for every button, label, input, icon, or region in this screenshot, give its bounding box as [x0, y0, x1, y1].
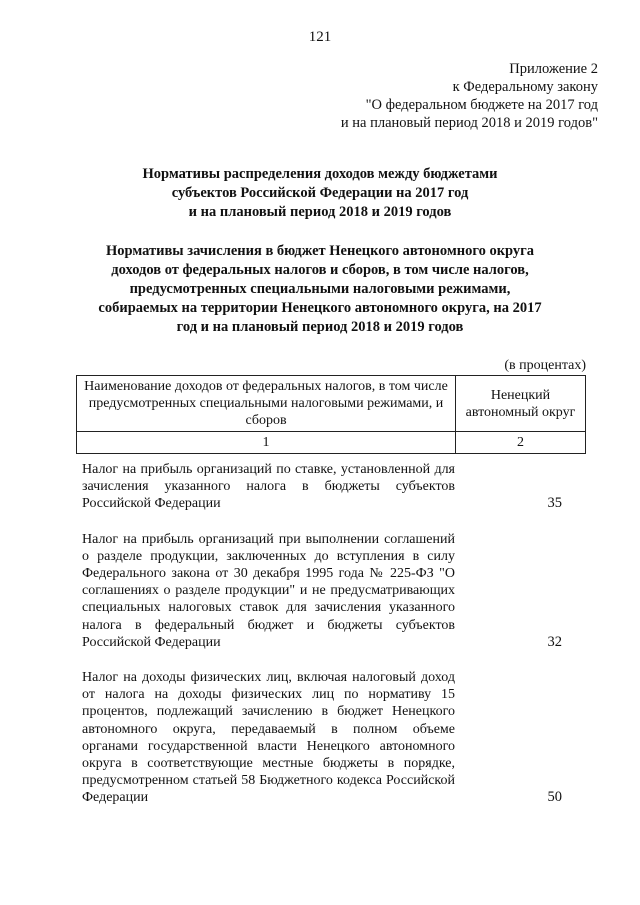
subtitle-line: собираемых на территории Ненецкого автономного округа, на 2017 [98, 300, 542, 316]
units-label: (в процентах) [504, 358, 586, 373]
revenue-percent: 50 [547, 789, 562, 806]
title-line: и на плановый период 2018 и 2019 годов [188, 204, 452, 220]
title-line: Нормативы распределения доходов между бюджетами [142, 166, 498, 182]
revenue-percent: 35 [547, 495, 562, 512]
revenue-name: Налог на прибыль организаций по ставке, установленной для зачисления указанного налога в бюджеты субъектов Российской Федерации [82, 462, 455, 512]
appendix-line: "О федеральном бюджете на 2017 год [365, 97, 598, 113]
table-row [82, 669, 582, 807]
subtitle-line: доходов от федеральных налогов и сборов, в том числе налогов, [111, 262, 529, 278]
appendix-line: к Федеральному закону [452, 79, 598, 95]
title-line: субъектов Российской Федерации на 2017 год [171, 185, 469, 201]
column-number: 1 [77, 432, 456, 454]
subtitle-line: предусмотренных специальными налоговыми режимами, [129, 281, 511, 297]
appendix-reference [341, 60, 598, 132]
appendix-line: и на плановый период 2018 и 2019 годов" [340, 115, 598, 131]
appendix-line: Приложение 2 [509, 61, 598, 77]
subtitle-line: Нормативы зачисления в бюджет Ненецкого автономного округа [105, 243, 535, 259]
revenue-name: Налог на прибыль организаций при выполнении соглашений о разделе продукции, заключенных до вступления в силу Федерального закона от 30 декабря 1995 года № 225-ФЗ "О соглашениях о разделе продукции" и не предусматривающих специальных налоговых ставок для зачисления указанного налога в федеральный бюджет и бюджеты субъектов Российской Федерации [82, 531, 455, 650]
document-title [60, 165, 580, 222]
column-number: 2 [456, 432, 586, 454]
column-header-region: Ненецкий автономный округ [456, 376, 586, 432]
column-header-revenue-name: Наименование доходов от федеральных налогов, в том числе предусмотренных специальными налоговыми режимами, и сборов [77, 376, 456, 432]
subtitle-line: год и на плановый период 2018 и 2019 годов [176, 319, 464, 335]
document-subtitle [60, 242, 580, 337]
table-body [82, 461, 582, 825]
revenue-percent: 32 [547, 633, 562, 650]
table-row [82, 531, 582, 651]
table-row [82, 461, 582, 513]
revenue-name: Налог на доходы физических лиц, включая налоговый доход от налога на доходы физических лиц по нормативу 15 процентов, подлежащий зачислению в бюджет Ненецкого автономного округа, передаваемый в полном объеме органами государственной власти Ненецкого автономного округа в соответствующие местные бюджеты в порядке, предусмотренном статьей 58 Бюджетного кодекса Российской Федерации [82, 670, 455, 806]
page-number: 121 [308, 29, 332, 45]
table-header [76, 375, 586, 454]
